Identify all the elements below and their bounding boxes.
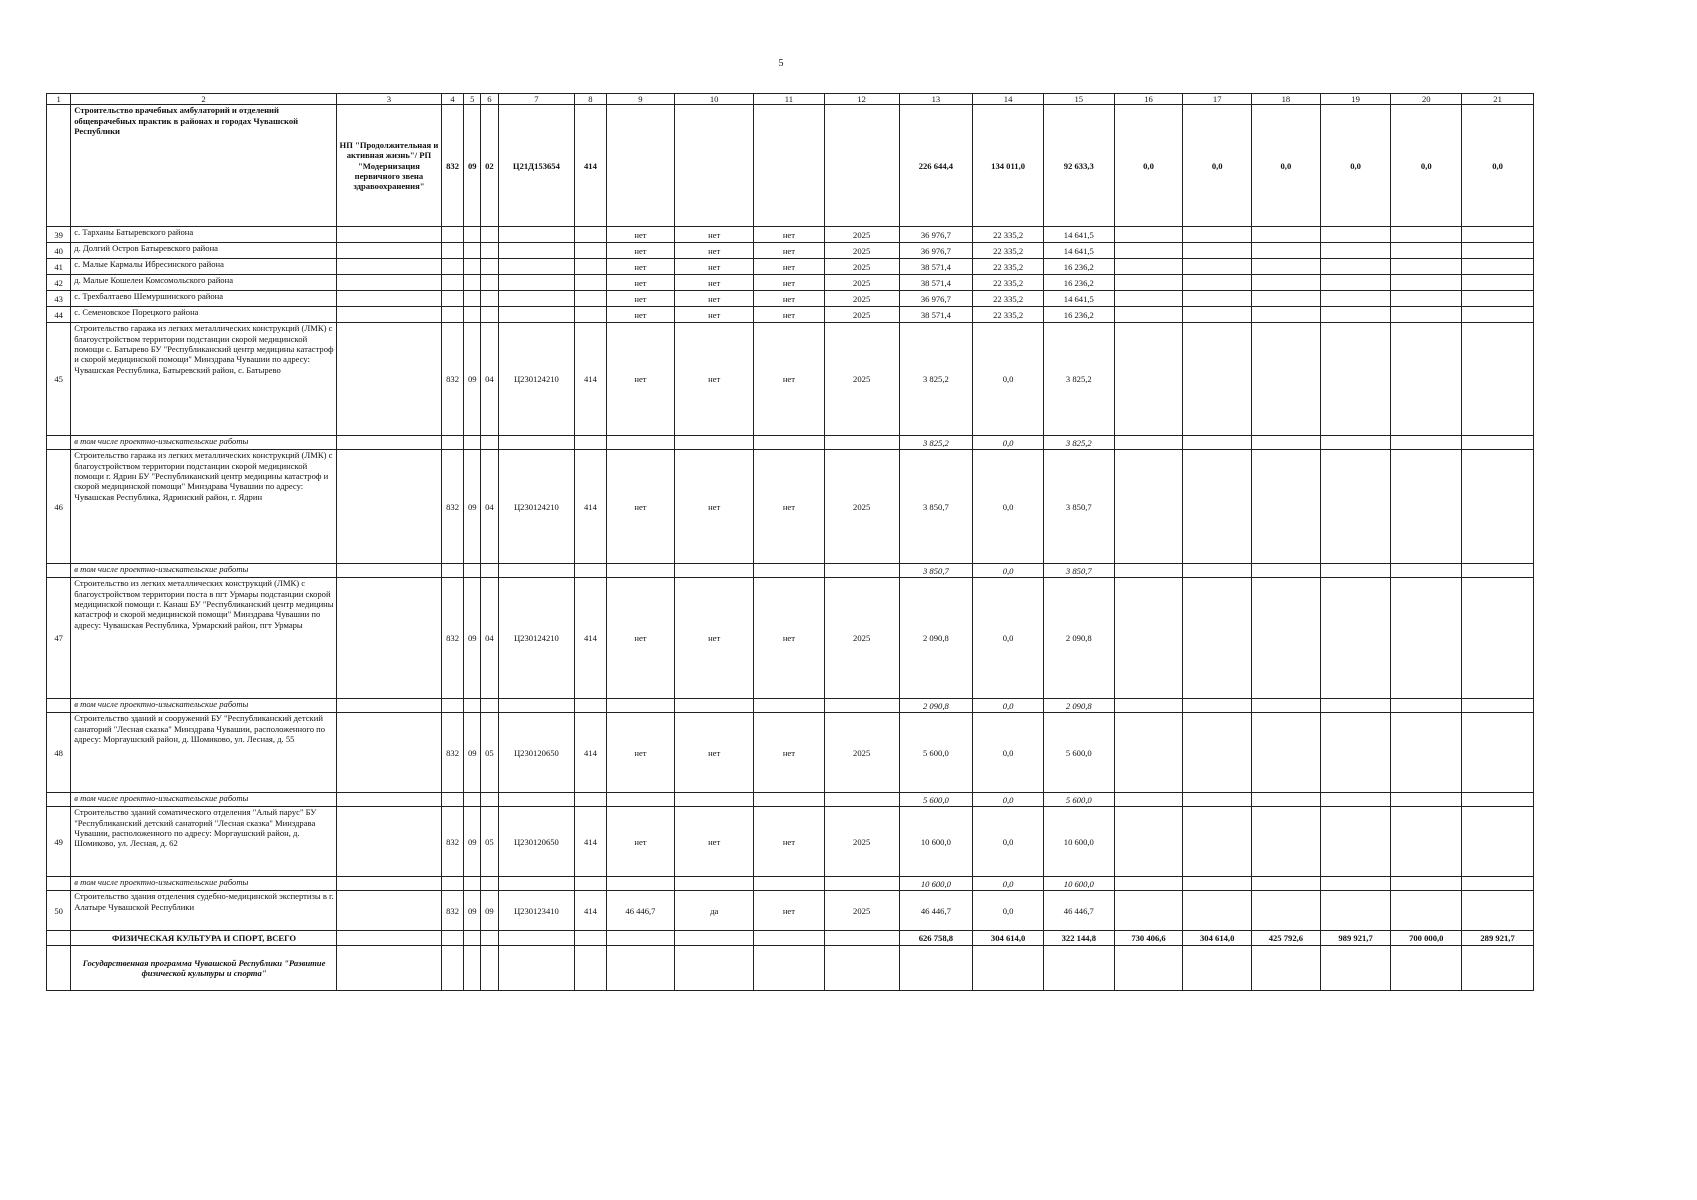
cell-c12: 2025 bbox=[824, 450, 899, 564]
cell-c5: 09 bbox=[464, 450, 481, 564]
column-header: 1 bbox=[47, 94, 71, 105]
cell-c6: 09 bbox=[481, 891, 498, 931]
cell-c9: нет bbox=[606, 243, 675, 259]
cell-c14: 22 335,2 bbox=[973, 227, 1044, 243]
survey-work-label: в том числе проектно-изыскательские работы bbox=[71, 877, 337, 891]
cell-c13: 10 600,0 bbox=[899, 807, 973, 877]
cell-c13: 38 571,4 bbox=[899, 275, 973, 291]
cell-c9: нет bbox=[606, 275, 675, 291]
cell-c10: нет bbox=[675, 323, 754, 436]
row-name: Строительство гаража из легких металлических конструкций (ЛМК) с благоустройством территории подстанции скорой медицинской помощи г. Ядрин БУ "Республиканский центр медицины катастроф и скорой медицинской помощи" Минздрава Чувашии по адресу: Чувашская Республика, Ядринский район, г. Ядрин bbox=[71, 450, 337, 564]
survey-c14: 0,0 bbox=[973, 436, 1044, 450]
total-c21: 289 921,7 bbox=[1462, 931, 1534, 946]
row-number: 44 bbox=[47, 307, 71, 323]
column-header: 2 bbox=[71, 94, 337, 105]
cell-c10: нет bbox=[675, 243, 754, 259]
cell-c14: 0,0 bbox=[973, 578, 1044, 699]
survey-work-row bbox=[47, 699, 1534, 713]
cell-c8: 414 bbox=[575, 323, 606, 436]
cell-c4: 832 bbox=[441, 450, 463, 564]
cell-c14: 0,0 bbox=[973, 891, 1044, 931]
cell-c7: Ц230124210 bbox=[498, 323, 575, 436]
cell-c14: 0,0 bbox=[973, 807, 1044, 877]
cell-c12: 2025 bbox=[824, 307, 899, 323]
cell-c14: 0,0 bbox=[973, 450, 1044, 564]
cell-c11: нет bbox=[754, 450, 825, 564]
total-c16: 730 406,6 bbox=[1114, 931, 1183, 946]
program-c20: 0,0 bbox=[1391, 105, 1462, 227]
cell-c12: 2025 bbox=[824, 275, 899, 291]
cell-c5: 09 bbox=[464, 323, 481, 436]
program-c14: 134 011,0 bbox=[973, 105, 1044, 227]
cell-c15: 14 641,5 bbox=[1043, 291, 1114, 307]
program-name: Строительство врачебных амбулаторий и отделений общеврачебных практик в районах и городах Чувашской Республики bbox=[71, 105, 337, 227]
village-row bbox=[47, 243, 1534, 259]
cell-c11: нет bbox=[754, 713, 825, 793]
cell-c15: 3 825,2 bbox=[1043, 323, 1114, 436]
column-header: 14 bbox=[973, 94, 1044, 105]
program-c6: 02 bbox=[481, 105, 498, 227]
survey-work-row bbox=[47, 436, 1534, 450]
gov-program-label: Государственная программа Чувашской Республики "Развитие физической культуры и спорта" bbox=[71, 946, 337, 991]
cell-c12: 2025 bbox=[824, 259, 899, 275]
survey-c15: 10 600,0 bbox=[1043, 877, 1114, 891]
program-c19: 0,0 bbox=[1320, 105, 1391, 227]
cell-c5: 09 bbox=[464, 578, 481, 699]
cell-c6: 05 bbox=[481, 807, 498, 877]
column-header: 16 bbox=[1114, 94, 1183, 105]
cell-c10: нет bbox=[675, 291, 754, 307]
cell-c13: 3 850,7 bbox=[899, 450, 973, 564]
cell-c11: нет bbox=[754, 275, 825, 291]
survey-c15: 5 600,0 bbox=[1043, 793, 1114, 807]
cell-c10: нет bbox=[675, 259, 754, 275]
village-row bbox=[47, 291, 1534, 307]
cell-c4: 832 bbox=[441, 323, 463, 436]
cell-c4: 832 bbox=[441, 578, 463, 699]
program-c7: Ц21Д153654 bbox=[498, 105, 575, 227]
column-header: 6 bbox=[481, 94, 498, 105]
cell-c6: 04 bbox=[481, 578, 498, 699]
row-number: 45 bbox=[47, 323, 71, 436]
cell-c11: нет bbox=[754, 807, 825, 877]
column-header: 15 bbox=[1043, 94, 1114, 105]
survey-work-row bbox=[47, 564, 1534, 578]
survey-c15: 2 090,8 bbox=[1043, 699, 1114, 713]
cell-c8: 414 bbox=[575, 450, 606, 564]
cell-c9: нет bbox=[606, 307, 675, 323]
program-c18: 0,0 bbox=[1252, 105, 1321, 227]
program-project: НП "Продолжительная и активная жизнь"/ РП "Модернизация первичного звена здравоохранения" bbox=[336, 105, 441, 227]
budget-table bbox=[46, 93, 1534, 991]
sport-total-label: ФИЗИЧЕСКАЯ КУЛЬТУРА И СПОРТ, ВСЕГО bbox=[71, 931, 337, 946]
column-header: 19 bbox=[1320, 94, 1391, 105]
cell-c15: 16 236,2 bbox=[1043, 307, 1114, 323]
cell-c11: нет bbox=[754, 323, 825, 436]
row-name: с. Малые Кармалы Ибресинского района bbox=[71, 259, 337, 275]
cell-c15: 16 236,2 bbox=[1043, 275, 1114, 291]
cell-c4: 832 bbox=[441, 891, 463, 931]
program-c21: 0,0 bbox=[1462, 105, 1534, 227]
row-number: 42 bbox=[47, 275, 71, 291]
cell-c8: 414 bbox=[575, 891, 606, 931]
cell-c5: 09 bbox=[464, 891, 481, 931]
column-header: 18 bbox=[1252, 94, 1321, 105]
cell-c14: 0,0 bbox=[973, 323, 1044, 436]
cell-c9: нет bbox=[606, 713, 675, 793]
cell-c11: нет bbox=[754, 307, 825, 323]
survey-c14: 0,0 bbox=[973, 877, 1044, 891]
cell-c4: 832 bbox=[441, 807, 463, 877]
survey-c13: 3 850,7 bbox=[899, 564, 973, 578]
total-c17: 304 614,0 bbox=[1183, 931, 1252, 946]
total-c20: 700 000,0 bbox=[1391, 931, 1462, 946]
cell-c13: 46 446,7 bbox=[899, 891, 973, 931]
cell-c10: да bbox=[675, 891, 754, 931]
cell-c10: нет bbox=[675, 450, 754, 564]
cell-c7: Ц230120650 bbox=[498, 713, 575, 793]
cell-c5: 09 bbox=[464, 713, 481, 793]
survey-c14: 0,0 bbox=[973, 793, 1044, 807]
survey-c15: 3 850,7 bbox=[1043, 564, 1114, 578]
cell-c9: 46 446,7 bbox=[606, 891, 675, 931]
row-number: 39 bbox=[47, 227, 71, 243]
project-row bbox=[47, 450, 1534, 564]
cell-c13: 36 976,7 bbox=[899, 243, 973, 259]
cell-c13: 36 976,7 bbox=[899, 291, 973, 307]
column-header: 17 bbox=[1183, 94, 1252, 105]
cell-c14: 22 335,2 bbox=[973, 291, 1044, 307]
survey-work-label: в том числе проектно-изыскательские работы bbox=[71, 436, 337, 450]
cell-c5: 09 bbox=[464, 807, 481, 877]
survey-c13: 5 600,0 bbox=[899, 793, 973, 807]
program-c8: 414 bbox=[575, 105, 606, 227]
cell-c14: 22 335,2 bbox=[973, 275, 1044, 291]
cell-c14: 22 335,2 bbox=[973, 307, 1044, 323]
column-header: 10 bbox=[675, 94, 754, 105]
column-header: 5 bbox=[464, 94, 481, 105]
column-header: 20 bbox=[1391, 94, 1462, 105]
row-name: Строительство зданий и сооружений БУ "Республиканский детский санаторий "Лесная сказка" Минздрава Чувашии, расположенного по адресу: Моргаушский район, д. Шомиково, ул. Лесная, д. 55 bbox=[71, 713, 337, 793]
gov-program-row bbox=[47, 946, 1534, 991]
survey-c13: 2 090,8 bbox=[899, 699, 973, 713]
cell-c15: 16 236,2 bbox=[1043, 259, 1114, 275]
row-name: с. Трехбалтаево Шемуршинского района bbox=[71, 291, 337, 307]
program-c4: 832 bbox=[441, 105, 463, 227]
project-row bbox=[47, 578, 1534, 699]
row-name: д. Долгий Остров Батыревского района bbox=[71, 243, 337, 259]
cell-c15: 2 090,8 bbox=[1043, 578, 1114, 699]
survey-c13: 10 600,0 bbox=[899, 877, 973, 891]
cell-c15: 14 641,5 bbox=[1043, 243, 1114, 259]
cell-c8: 414 bbox=[575, 578, 606, 699]
survey-work-label: в том числе проектно-изыскательские работы bbox=[71, 699, 337, 713]
survey-c14: 0,0 bbox=[973, 699, 1044, 713]
cell-c12: 2025 bbox=[824, 578, 899, 699]
total-c14: 304 614,0 bbox=[973, 931, 1044, 946]
row-number: 48 bbox=[47, 713, 71, 793]
row-number: 49 bbox=[47, 807, 71, 877]
cell-c14: 22 335,2 bbox=[973, 259, 1044, 275]
column-header: 3 bbox=[336, 94, 441, 105]
row-name: д. Малые Кошелеи Комсомольского района bbox=[71, 275, 337, 291]
program-c15: 92 633,3 bbox=[1043, 105, 1114, 227]
column-header: 11 bbox=[754, 94, 825, 105]
cell-c12: 2025 bbox=[824, 323, 899, 436]
cell-c9: нет bbox=[606, 450, 675, 564]
row-number: 41 bbox=[47, 259, 71, 275]
cell-c13: 38 571,4 bbox=[899, 307, 973, 323]
project-row bbox=[47, 713, 1534, 793]
cell-c14: 0,0 bbox=[973, 713, 1044, 793]
column-header: 8 bbox=[575, 94, 606, 105]
cell-c10: нет bbox=[675, 307, 754, 323]
survey-work-row bbox=[47, 793, 1534, 807]
survey-c15: 3 825,2 bbox=[1043, 436, 1114, 450]
cell-c9: нет bbox=[606, 578, 675, 699]
cell-c7: Ц230124210 bbox=[498, 450, 575, 564]
village-row bbox=[47, 275, 1534, 291]
column-header: 12 bbox=[824, 94, 899, 105]
row-number: 50 bbox=[47, 891, 71, 931]
cell-c12: 2025 bbox=[824, 807, 899, 877]
cell-c13: 2 090,8 bbox=[899, 578, 973, 699]
cell-c7: Ц230124210 bbox=[498, 578, 575, 699]
cell-c10: нет bbox=[675, 578, 754, 699]
cell-c14: 22 335,2 bbox=[973, 243, 1044, 259]
program-c5: 09 bbox=[464, 105, 481, 227]
page-number: 5 bbox=[778, 58, 784, 69]
column-header: 4 bbox=[441, 94, 463, 105]
cell-c11: нет bbox=[754, 578, 825, 699]
project-row bbox=[47, 807, 1534, 877]
row-name: с. Тарханы Батыревского района bbox=[71, 227, 337, 243]
program-c16: 0,0 bbox=[1114, 105, 1183, 227]
cell-c10: нет bbox=[675, 227, 754, 243]
cell-c6: 04 bbox=[481, 323, 498, 436]
row-name: Строительство из легких металлических конструкций (ЛМК) с благоустройством территории поста в пгт Урмары подстанции скорой медицинской помощи г. Канаш БУ "Республиканский центр медицины катастроф и скорой медицинской помощи" Минздрава Чувашии по адресу: Чувашская Республика, Урмарский район, пгт Урмары bbox=[71, 578, 337, 699]
cell-c10: нет bbox=[675, 713, 754, 793]
row-name: с. Семеновское Порецкого района bbox=[71, 307, 337, 323]
village-row bbox=[47, 259, 1534, 275]
cell-c9: нет bbox=[606, 323, 675, 436]
cell-c6: 04 bbox=[481, 450, 498, 564]
row-name: Строительство здания отделения судебно-медицинской экспертизы в г. Алатыре Чувашской Республики bbox=[71, 891, 337, 931]
cell-c15: 3 850,7 bbox=[1043, 450, 1114, 564]
cell-c12: 2025 bbox=[824, 291, 899, 307]
column-number-row bbox=[47, 94, 1534, 105]
cell-c11: нет bbox=[754, 227, 825, 243]
row-number: 47 bbox=[47, 578, 71, 699]
cell-c9: нет bbox=[606, 259, 675, 275]
column-header: 7 bbox=[498, 94, 575, 105]
row-number: 43 bbox=[47, 291, 71, 307]
cell-c9: нет bbox=[606, 807, 675, 877]
sport-total-row bbox=[47, 931, 1534, 946]
cell-c7: Ц230123410 bbox=[498, 891, 575, 931]
row-number: 40 bbox=[47, 243, 71, 259]
village-row bbox=[47, 307, 1534, 323]
project-row bbox=[47, 891, 1534, 931]
row-number: 46 bbox=[47, 450, 71, 564]
cell-c12: 2025 bbox=[824, 227, 899, 243]
program-c13: 226 644,4 bbox=[899, 105, 973, 227]
cell-c13: 3 825,2 bbox=[899, 323, 973, 436]
cell-c13: 38 571,4 bbox=[899, 259, 973, 275]
cell-c13: 36 976,7 bbox=[899, 227, 973, 243]
cell-c15: 46 446,7 bbox=[1043, 891, 1114, 931]
survey-work-row bbox=[47, 877, 1534, 891]
cell-c10: нет bbox=[675, 275, 754, 291]
program-row bbox=[47, 105, 1534, 227]
village-row bbox=[47, 227, 1534, 243]
project-row bbox=[47, 323, 1534, 436]
column-header: 9 bbox=[606, 94, 675, 105]
cell-c13: 5 600,0 bbox=[899, 713, 973, 793]
total-c15: 322 144,8 bbox=[1043, 931, 1114, 946]
column-header: 13 bbox=[899, 94, 973, 105]
cell-c12: 2025 bbox=[824, 891, 899, 931]
survey-c13: 3 825,2 bbox=[899, 436, 973, 450]
total-c18: 425 792,6 bbox=[1252, 931, 1321, 946]
table-body bbox=[47, 94, 1534, 991]
cell-c15: 14 641,5 bbox=[1043, 227, 1114, 243]
cell-c9: нет bbox=[606, 291, 675, 307]
row-name: Строительство гаража из легких металлических конструкций (ЛМК) с благоустройством территории подстанции скорой медицинской помощи с. Батырево БУ "Республиканский центр медицины катастроф и скорой медицинской помощи" Минздрава Чувашии по адресу: Чувашская Республика, Батыревский район, с. Батырево bbox=[71, 323, 337, 436]
cell-c12: 2025 bbox=[824, 243, 899, 259]
cell-c15: 5 600,0 bbox=[1043, 713, 1114, 793]
cell-c8: 414 bbox=[575, 713, 606, 793]
total-c19: 989 921,7 bbox=[1320, 931, 1391, 946]
survey-work-label: в том числе проектно-изыскательские работы bbox=[71, 793, 337, 807]
cell-c11: нет bbox=[754, 291, 825, 307]
cell-c11: нет bbox=[754, 259, 825, 275]
column-header: 21 bbox=[1462, 94, 1534, 105]
survey-c14: 0,0 bbox=[973, 564, 1044, 578]
cell-c9: нет bbox=[606, 227, 675, 243]
cell-c11: нет bbox=[754, 243, 825, 259]
cell-c10: нет bbox=[675, 807, 754, 877]
total-c13: 626 758,8 bbox=[899, 931, 973, 946]
cell-c11: нет bbox=[754, 891, 825, 931]
cell-c15: 10 600,0 bbox=[1043, 807, 1114, 877]
row-name: Строительство зданий соматического отделения "Алый парус" БУ "Республиканский детский санаторий "Лесная сказка" Минздрава Чувашии, расположенного по адресу: Моргаушский район, д. Шомиково, ул. Лесная, д. 62 bbox=[71, 807, 337, 877]
cell-c8: 414 bbox=[575, 807, 606, 877]
survey-work-label: в том числе проектно-изыскательские работы bbox=[71, 564, 337, 578]
cell-c7: Ц230120650 bbox=[498, 807, 575, 877]
program-c17: 0,0 bbox=[1183, 105, 1252, 227]
cell-c6: 05 bbox=[481, 713, 498, 793]
cell-c4: 832 bbox=[441, 713, 463, 793]
cell-c12: 2025 bbox=[824, 713, 899, 793]
